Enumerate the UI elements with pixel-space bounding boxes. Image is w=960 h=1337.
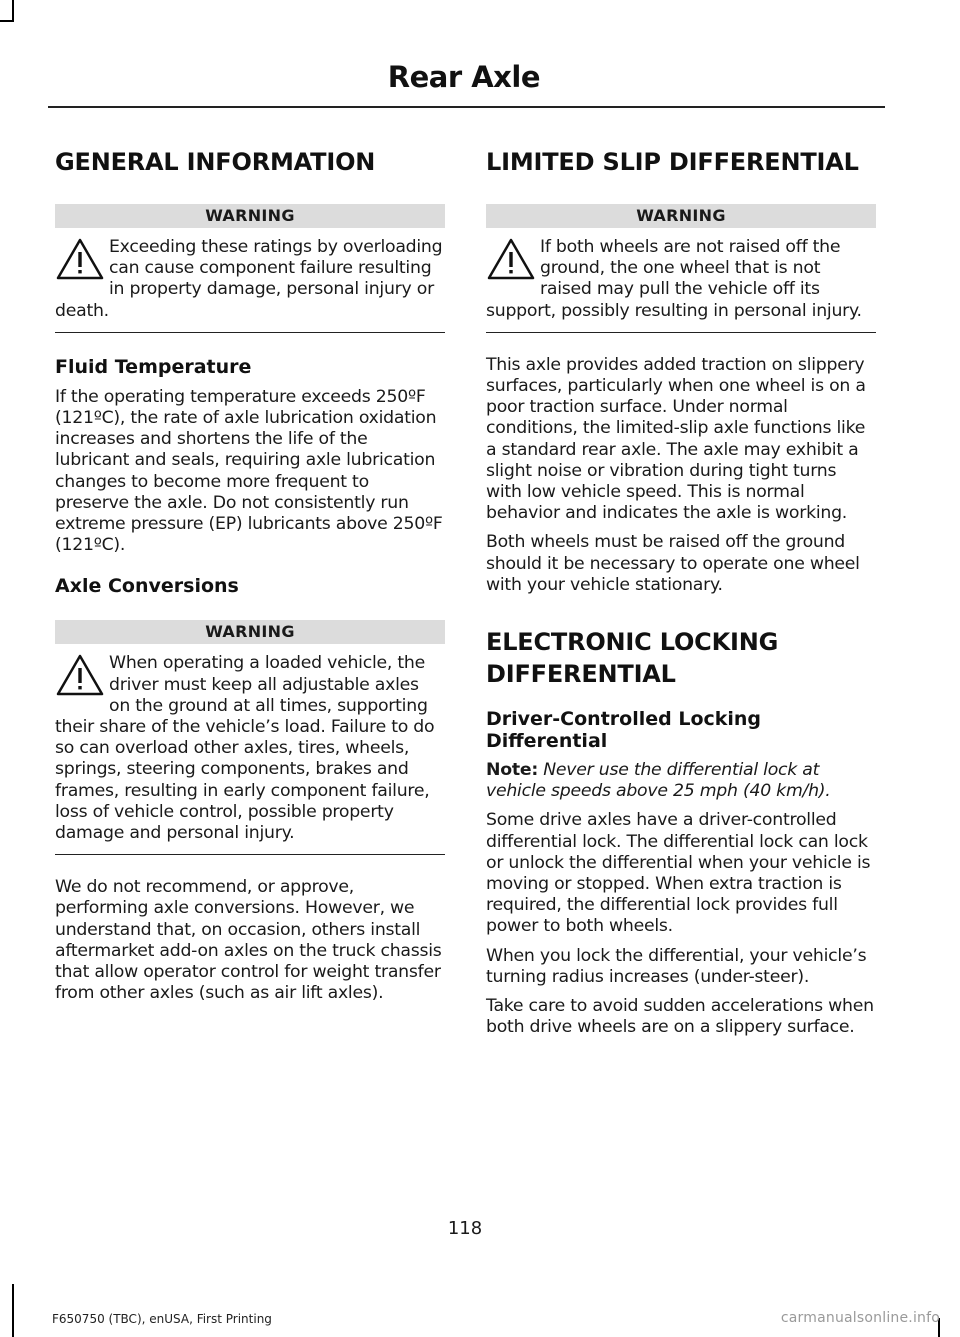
warning-text: When operating a loaded vehicle, the driver must keep all adjustable axles on the ground at all times, supporting their share of the vehicle’s load. Failure to do so can overload other axles, tires, wheels, springs, steering components, brakes and frames, resulting in early component failure, loss of vehicle control, possible property damage and personal injury. <box>55 653 435 844</box>
driver-controlled-text: Some drive axles have a driver-controlled differential lock. The differential lock can lock or unlock the differential when your vehicle is moving or stopped. When extra traction is required, the differential lock provides full power to both wheels. <box>486 810 871 937</box>
note <box>486 760 876 802</box>
axle-conversions-text: We do not recommend, or approve, performing axle conversions. However, we understand that, on occasion, others install aftermarket add-on axles on the truck chassis that allow operator control for weight transfer from other axles (such as air lift axles). <box>55 877 442 1004</box>
limited-slip-text: This axle provides added traction on slippery surfaces, particularly when one wheel is on a poor traction surface. Under normal conditions, the limited-slip axle functions like a standard rear axle. The axle may exhibit a slight noise or vibration during tight turns with low vehicle speed. This is normal behavior and indicates the axle is working. <box>486 354 866 524</box>
general-information-heading: GENERAL INFORMATION <box>55 148 376 176</box>
driver-controlled-heading: Driver-Controlled Locking Differential <box>486 708 762 753</box>
warning-box <box>486 237 876 333</box>
electronic-locking-heading: ELECTRONIC LOCKING <box>486 628 779 657</box>
page-header-title: Rear Axle <box>387 60 540 94</box>
electronic-locking-heading: DIFFERENTIAL <box>486 660 676 689</box>
edition-text: F650750 (TBC), enUSA, First Printing <box>52 1312 272 1326</box>
axle-conversions-heading: Axle Conversions <box>55 575 239 598</box>
warning-text: If both wheels are not raised off the ground, the one wheel that is not raised may pull the vehicle off its support, possibly resulting in personal injury. <box>486 237 862 321</box>
header-rule <box>48 106 885 108</box>
warning-label: WARNING <box>55 204 445 228</box>
warning-triangle-icon <box>486 237 536 281</box>
page-number: 118 <box>447 1218 483 1239</box>
crop-mark <box>12 0 14 22</box>
fluid-temperature-heading: Fluid Temperature <box>55 355 252 378</box>
warning-label: WARNING <box>55 620 445 644</box>
warning-box <box>55 653 445 855</box>
watermark: carmanualsonline.info <box>780 1310 940 1326</box>
driver-controlled-text: When you lock the differential, your vehicle’s turning radius increases (under-steer). <box>486 945 867 987</box>
warning-triangle-icon <box>55 237 105 281</box>
warning-triangle-icon <box>55 653 105 697</box>
note-label: Note: <box>486 760 538 781</box>
warning-box <box>55 237 445 333</box>
driver-controlled-text: Take care to avoid sudden accelerations when both drive wheels are on a slippery surface. <box>486 996 874 1038</box>
warning-text: Exceeding these ratings by overloading can cause component failure resulting in property damage, personal injury or death. <box>55 237 443 321</box>
crop-mark <box>0 20 14 22</box>
limited-slip-heading: LIMITED SLIP DIFFERENTIAL <box>486 148 859 176</box>
left-column <box>55 130 445 1012</box>
crop-mark <box>12 1284 14 1337</box>
note-text: Never use the differential lock at vehicle speeds above 25 mph (40 km/h). <box>486 760 831 802</box>
fluid-temperature-text: If the operating temperature exceeds 250ºF (121ºC), the rate of axle lubrication oxidation increases and shortens the life of the lubricant and seals, requiring axle lubrication changes to become more frequent to preserve the axle. Do not consistently run extreme pressure (EP) lubricants above 250ºF (121ºC). <box>55 386 443 556</box>
warning-label: WARNING <box>486 204 876 228</box>
limited-slip-text: Both wheels must be raised off the ground should it be necessary to operate one wheel with your vehicle stationary. <box>486 532 860 595</box>
right-column <box>486 130 876 1046</box>
